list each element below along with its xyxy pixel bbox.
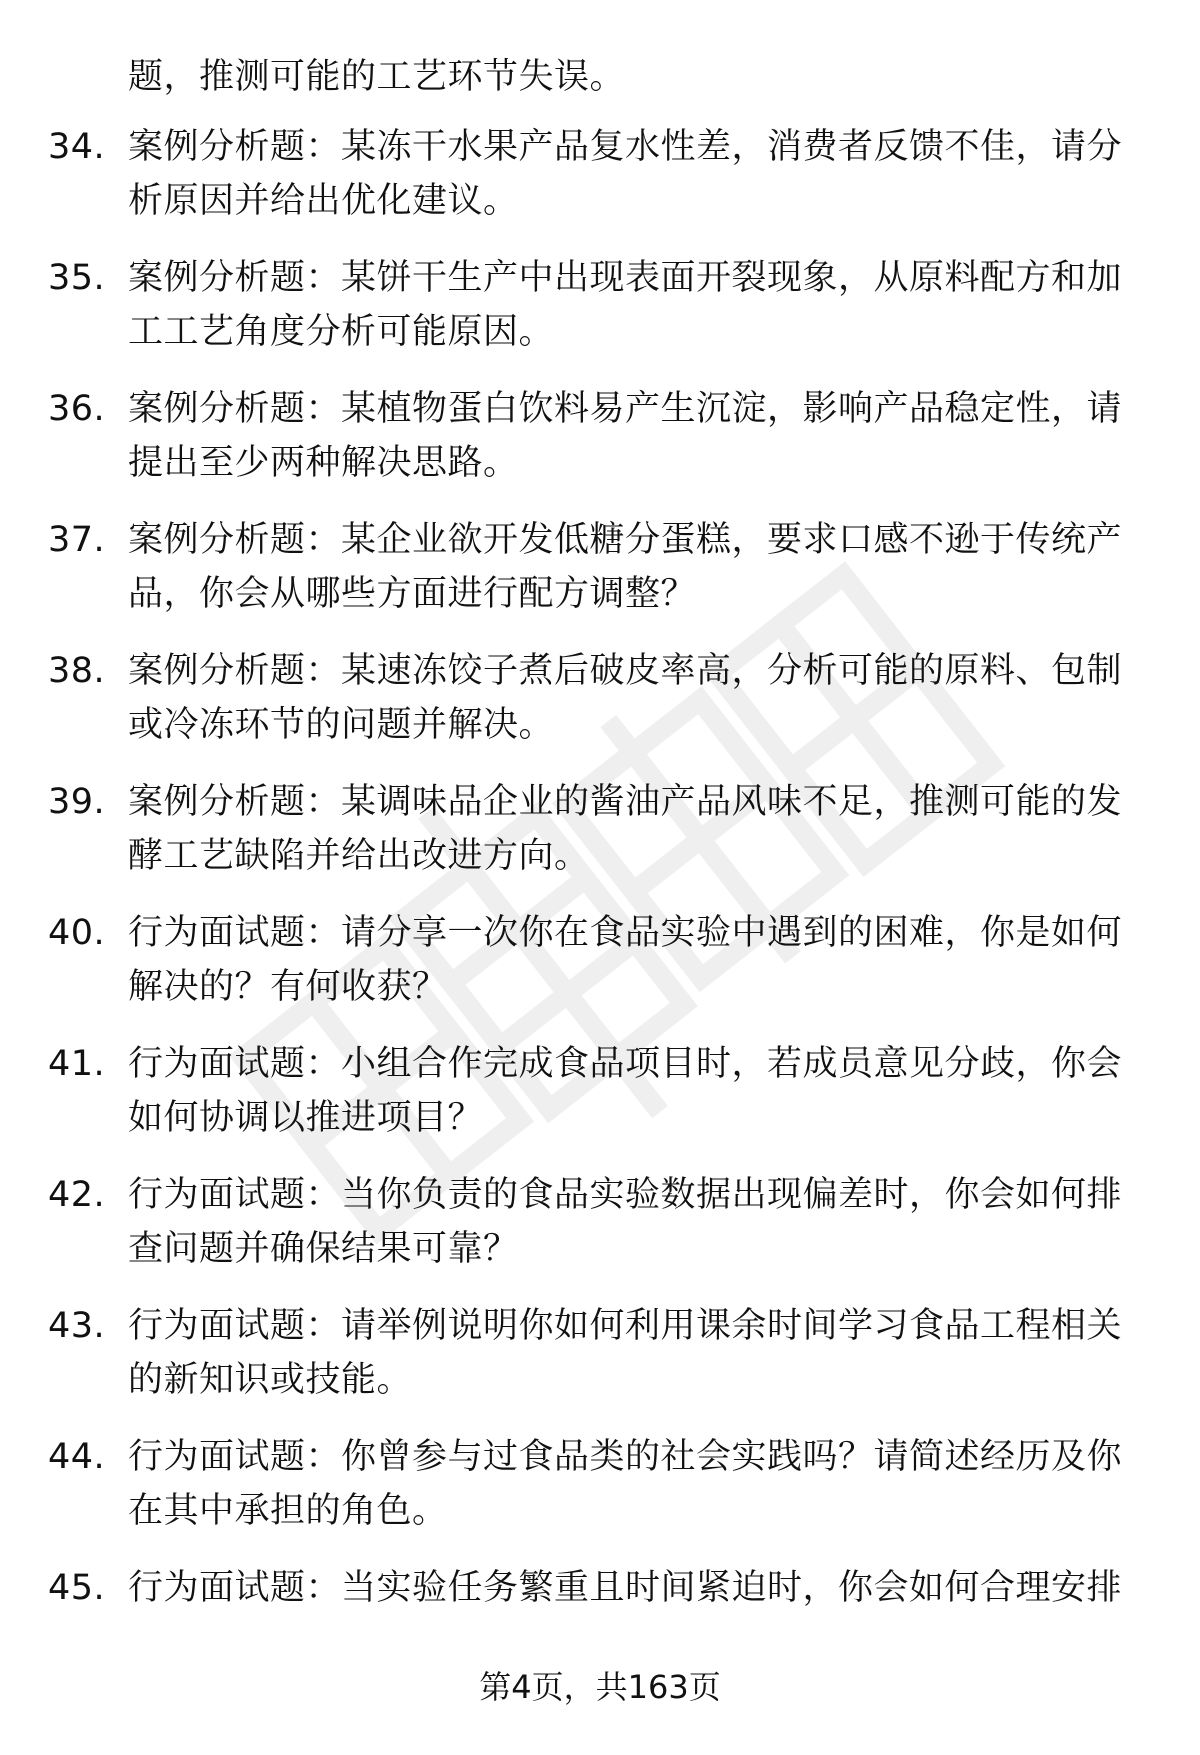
question-text (128, 1430, 1138, 1538)
question-line: 案例分析题：某企业欲开发低糖分蛋糕，要求口感不逊于传统产 (128, 520, 1123, 560)
question-line: 案例分析题：某植物蛋白饮料易产生沉淀，影响产品稳定性，请 (128, 389, 1123, 429)
question-line: 案例分析题：某饼干生产中出现表面开裂现象，从原料配方和加 (128, 258, 1123, 298)
question-item (48, 1037, 1138, 1145)
question-item (48, 1168, 1138, 1276)
question-line: 行为面试题：请举例说明你如何利用课余时间学习食品工程相关 (128, 1306, 1123, 1346)
question-line: 行为面试题：请分享一次你在食品实验中遇到的困难，你是如何 (128, 913, 1123, 953)
question-line: 行为面试题：当实验任务繁重且时间紧迫时，你会如何合理安排 (128, 1568, 1123, 1608)
question-line: 案例分析题：某速冻饺子煮后破皮率高，分析可能的原料、包制 (128, 651, 1123, 691)
question-line: 行为面试题：当你负责的食品实验数据出现偏差时，你会如何排 (128, 1175, 1123, 1215)
question-number: 36. (48, 389, 106, 429)
continuation-text: 题，推测可能的工艺环节失误。 (128, 57, 626, 97)
question-item (48, 775, 1138, 883)
question-item (48, 1561, 1138, 1615)
question-item (48, 1299, 1138, 1407)
question-text (128, 120, 1138, 228)
question-number: 41. (48, 1044, 106, 1084)
question-text (128, 1037, 1138, 1145)
question-number: 44. (48, 1437, 106, 1477)
question-number: 38. (48, 651, 106, 691)
question-line: 在其中承担的角色。 (128, 1491, 448, 1531)
question-line: 或冷冻环节的问题并解决。 (128, 705, 555, 745)
question-text (128, 251, 1138, 359)
question-number: 34. (48, 127, 106, 167)
question-text (128, 513, 1138, 621)
question-number: 37. (48, 520, 106, 560)
question-item (48, 251, 1138, 359)
question-line: 查问题并确保结果可靠？ (128, 1229, 519, 1269)
question-line: 案例分析题：某调味品企业的酱油产品风味不足，推测可能的发 (128, 782, 1123, 822)
question-list (48, 120, 1138, 1615)
question-text (128, 1168, 1138, 1276)
question-item (48, 1430, 1138, 1538)
question-text (128, 382, 1138, 490)
question-number: 42. (48, 1175, 106, 1215)
question-line: 品，你会从哪些方面进行配方调整？ (128, 574, 697, 614)
question-line: 解决的？有何收获？ (128, 967, 448, 1007)
page-footer: 第4页，共163页 (479, 1668, 721, 1706)
question-item (48, 382, 1138, 490)
question-text (128, 906, 1138, 1014)
question-text (128, 1299, 1138, 1407)
question-item (48, 120, 1138, 228)
question-number: 40. (48, 913, 106, 953)
question-item (48, 513, 1138, 621)
question-number: 39. (48, 782, 106, 822)
question-number: 43. (48, 1306, 106, 1346)
question-text (128, 644, 1138, 752)
question-line: 行为面试题：你曾参与过食品类的社会实践吗？请简述经历及你 (128, 1437, 1123, 1477)
question-line: 酵工艺缺陷并给出改进方向。 (128, 836, 590, 876)
question-line: 行为面试题：小组合作完成食品项目时，若成员意见分歧，你会 (128, 1044, 1123, 1084)
question-line: 析原因并给出优化建议。 (128, 181, 519, 221)
question-text (128, 775, 1138, 883)
question-number: 35. (48, 258, 106, 298)
question-number: 45. (48, 1568, 106, 1608)
question-line: 案例分析题：某冻干水果产品复水性差，消费者反馈不佳，请分 (128, 127, 1123, 167)
question-item (48, 644, 1138, 752)
question-content (48, 50, 1138, 1638)
question-line: 的新知识或技能。 (128, 1360, 413, 1400)
question-line: 如何协调以推进项目？ (128, 1098, 484, 1138)
question-text (128, 1561, 1138, 1615)
question-line: 提出至少两种解决思路。 (128, 443, 519, 483)
question-item (48, 906, 1138, 1014)
question-line: 工工艺角度分析可能原因。 (128, 312, 555, 352)
